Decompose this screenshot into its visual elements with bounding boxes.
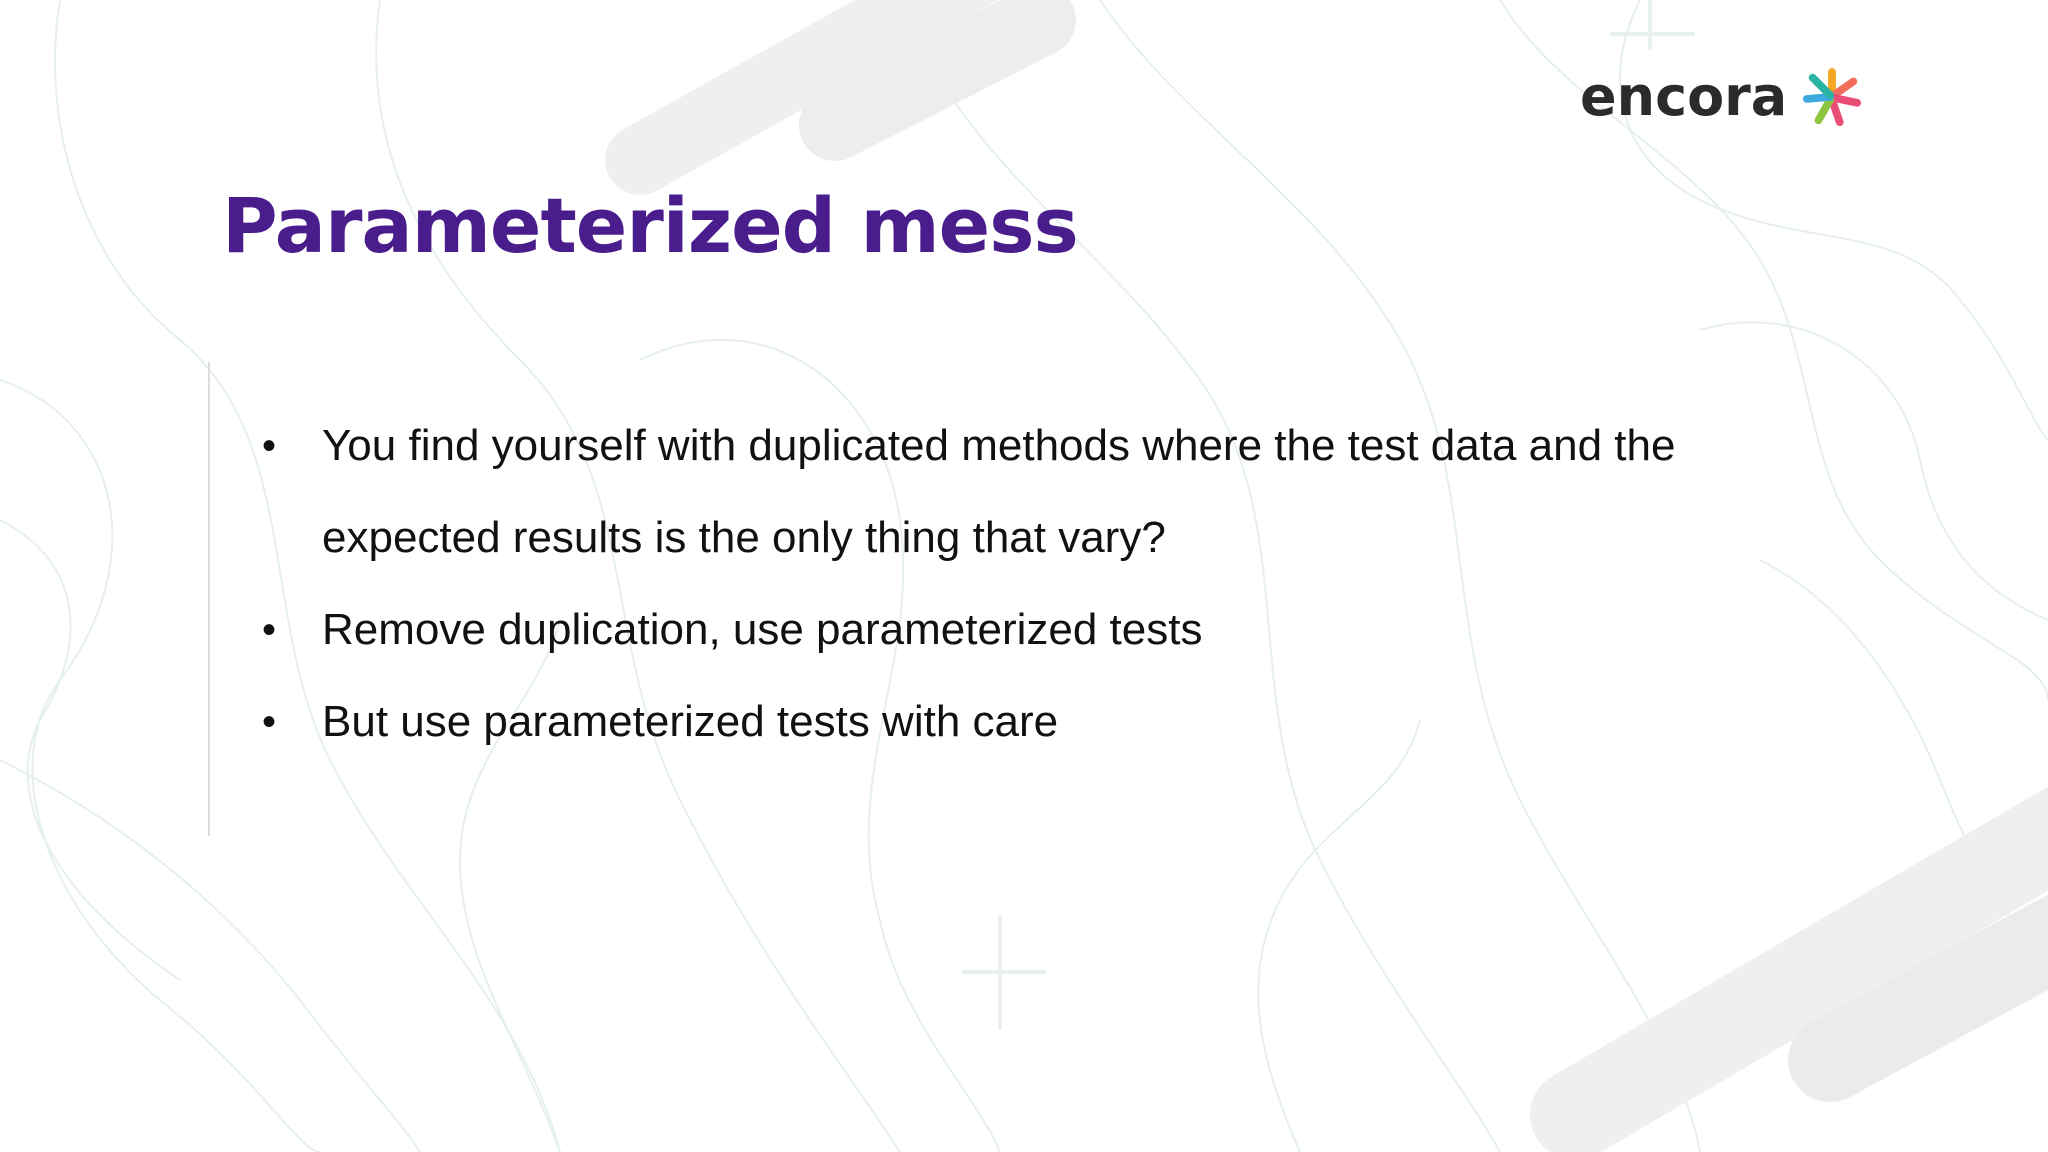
bullet-text: You find yourself with duplicated methods where the test data and the expected results is the only thing that vary? xyxy=(322,421,1676,562)
bullet-item xyxy=(260,676,1780,768)
bullet-marker: • xyxy=(262,608,277,652)
encora-logo xyxy=(1580,62,1863,132)
bullet-list xyxy=(260,400,1780,768)
bullet-marker: • xyxy=(262,424,277,468)
logo-wordmark: encora xyxy=(1580,65,1788,128)
slide-title: Parameterized mess xyxy=(222,181,1078,270)
bullet-item xyxy=(260,584,1780,676)
bullet-text: But use parameterized tests with care xyxy=(322,697,1059,746)
bullet-marker: • xyxy=(262,700,277,744)
bullet-item xyxy=(260,400,1780,584)
encora-petal-icon xyxy=(1801,66,1863,128)
bullet-text: Remove duplication, use parameterized tests xyxy=(322,605,1203,654)
vertical-divider xyxy=(208,362,210,836)
